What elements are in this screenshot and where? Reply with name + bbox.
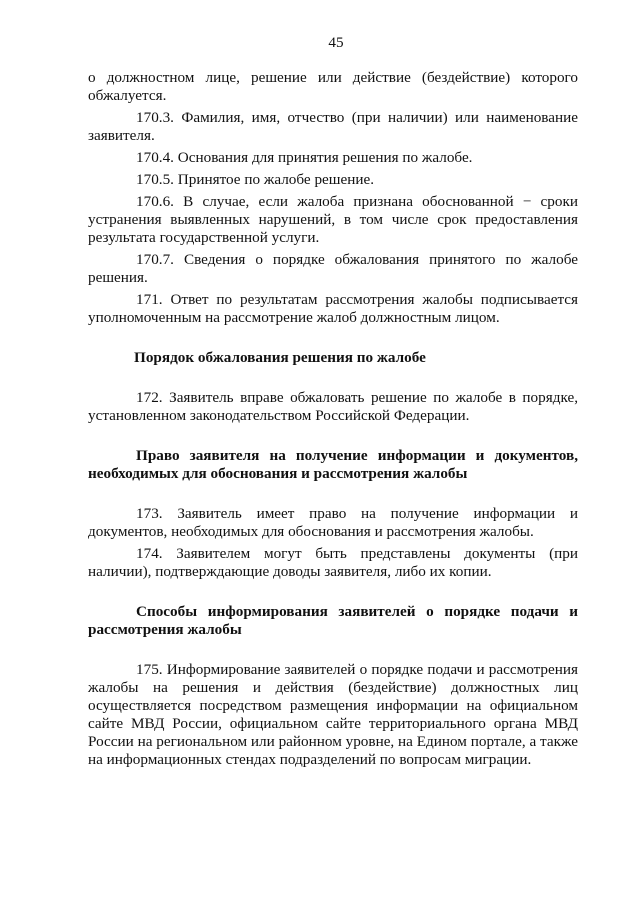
section-heading-appeal-order: Порядок обжалования решения по жалобе [134, 349, 426, 366]
paragraph-175: 175. Информирование заявителей о порядке подачи и рассмотрения жалобы на решения и действия (бездействие) должностных лиц осуществляется посредством размещения информации на официальном сайте МВД России, официальном сайте территориального органа МВД России на региональном или районном уровне, на Едином портале, а также на информационных стендах подразделений по вопросам миграции. [88, 661, 578, 768]
page-number: 45 [328, 34, 344, 51]
paragraph-174: 174. Заявителем могут быть представлены документы (при наличии), подтверждающие доводы заявителя, либо их копии. [88, 545, 578, 580]
paragraph-170-7: 170.7. Сведения о порядке обжалования принятого по жалобе решения. [88, 251, 578, 286]
paragraph-170-6: 170.6. В случае, если жалоба признана обоснованной − сроки устранения выявленных нарушений, в том числе срок предоставления результата государственной услуги. [88, 193, 578, 246]
paragraph-172: 172. Заявитель вправе обжаловать решение по жалобе в порядке, установленном законодательством Российской Федерации. [88, 389, 578, 424]
paragraph-continuation: о должностном лице, решение или действие (бездействие) которого обжалуется. [88, 69, 578, 104]
paragraph-171: 171. Ответ по результатам рассмотрения жалобы подписывается уполномоченным на рассмотрение жалоб должностным лицом. [88, 291, 578, 326]
paragraph-170-4: 170.4. Основания для принятия решения по жалобе. [136, 149, 473, 166]
section-heading-inform-methods: Способы информирования заявителей о порядке подачи и рассмотрения жалобы [88, 603, 578, 638]
section-heading-right-to-info: Право заявителя на получение информации и документов, необходимых для обоснования и рассмотрения жалобы [88, 447, 578, 482]
paragraph-170-3: 170.3. Фамилия, имя, отчество (при наличии) или наименование заявителя. [88, 109, 578, 144]
document-page [88, 33, 578, 773]
paragraph-170-5: 170.5. Принятое по жалобе решение. [136, 171, 375, 188]
paragraph-173: 173. Заявитель имеет право на получение информации и документов, необходимых для обоснования и рассмотрения жалобы. [88, 505, 578, 540]
